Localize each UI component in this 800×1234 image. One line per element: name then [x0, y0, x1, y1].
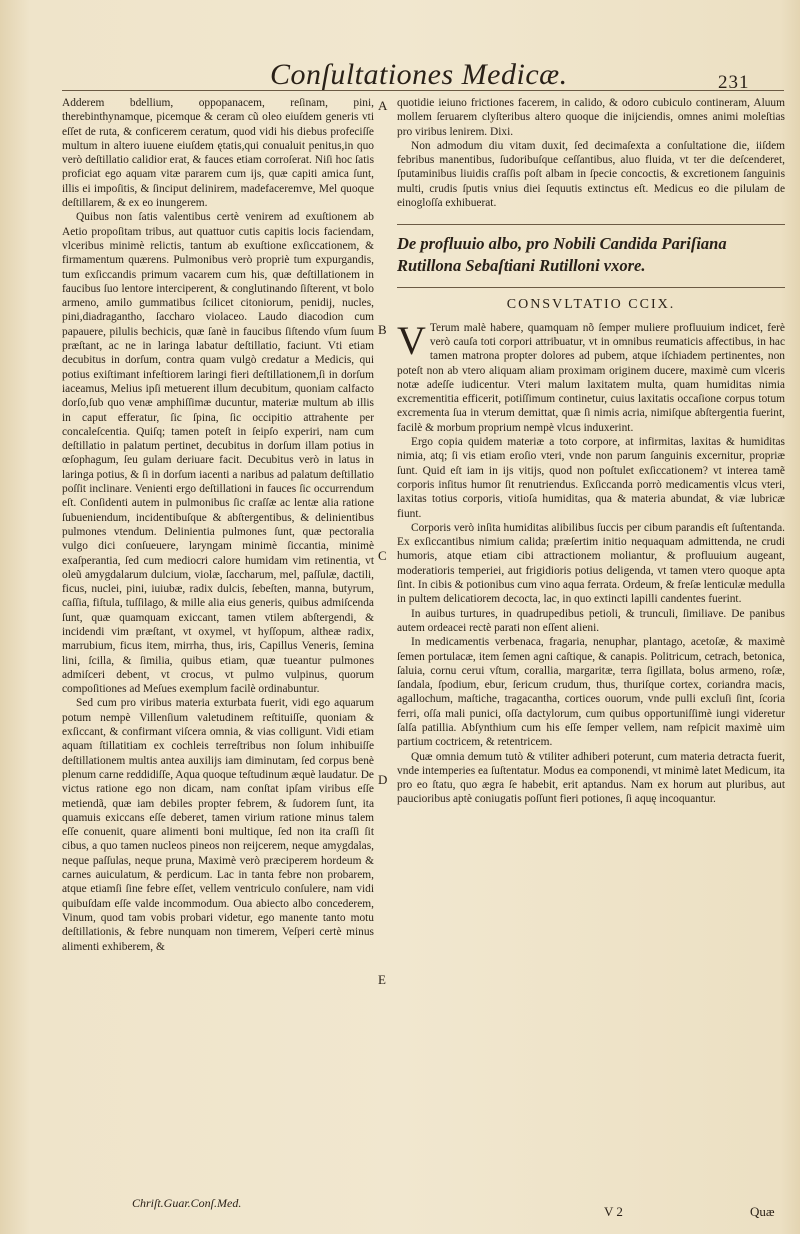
margin-letter-d: D: [378, 772, 388, 787]
margin-letter-e: E: [378, 972, 386, 987]
footer-signature: Chriſt.Guar.Conſ.Med.: [132, 1196, 242, 1210]
signature-mark: V 2: [604, 1204, 623, 1219]
paragraph: Corporis verò inſita humiditas alibilibus ſuccis per cibum parandis eſt ſuſtentanda. Ex exſiccantibus nimium calida; præſertim initio nequaquam admittenda, ne crudi humoris, atque etiam cibi attractionem moliantur, & profluuium augeant, moderatioris temperiei, aut frigidioris potius deligenda, vt tamen vtero quoque apta ſint. In cibis & potionibus cum vino aqua ferrata. Ordeum, & freſæ lenticulæ medulla in pultem delicatiorem decocta, lac, in quo extincti lapilli candentes fuerint.: [397, 521, 785, 606]
left-column: [62, 96, 374, 954]
catchword: Quæ: [750, 1204, 775, 1219]
margin-letter-a: A: [378, 98, 388, 113]
running-title: Conſultationes Medicæ.: [270, 58, 568, 91]
paragraph: Quæ omnia demum tutò & vtiliter adhiberi poterunt, cum materia detracta fuerit, vnde intemperies ea ſuſtentatur. Modus ea componendi, vt minimè latet Medicum, ita pro eo ſtatu, quo ægra ſe habebit, erit aptandus. Nam ex horum aut pluribus, aut paucioribus aptè coniugatis poſſunt fieri potiones, ſi aquę incoquantur.: [397, 750, 785, 806]
paragraph-text: Terum malè habere, quamquam nõ ſemper muliere profluuium indicet, ferè verò cauſa toti corpori attribuatur, vt in omnibus reumaticis affectibus, in hac tamen matrona propter dolores ad pubem, atque iſchiadem pertinentes, non poteſt non ab vtero aliquam aliam proximam originem ducere, maximè cum vlceris notæ adeſſe iudicentur. Vteri malum laxitatem multa, quam humiditas nimia excrementitia efficerit, potiſſimum continetur, cuius laxitatis occaſione corpus totum excrementa ſua in vterum demittat, quæ ſi nimis acria, nimiſque abſtergentia fuerint, facilè & morbum proprium nempè vlcus induxerint.: [397, 321, 785, 434]
paragraph: Adderem bdellium, oppopanacem, reſinam, pini, therebinthynamque, picemque & ceram cũ oleo eiuſdem generis vti eſſet de ruta, & conficerem ceratum, quod vidi his diebus profeciſſe multum in altero iuuene eiuſdem ętatis,qui conualuit penitus,in quo verò deſtillatio calidior erat, & fauces etiam corroſerat. Niſi hoc ſatis proficiat ego aquam vitæ pararem cum ijs, quæ capiti amica ſunt, illis ei impoſitis, & ſinciput delinirem, madefaceremve, Mel quoque deſtillarem, & ex eo inungerem.: [62, 97, 374, 210]
paragraph: quotidie ieiuno frictiones facerem, in calido, & odoro cubiculo contineram, Aluum mollem ſeruarem clyſteribus altero quoque die inijciendis, omnes animi moleſtias pro viribus lenirem. Dixi.: [397, 97, 785, 138]
margin-letter-c: C: [378, 548, 387, 563]
paragraph: Ergo copia quidem materiæ a toto corpore, at infirmitas, laxitas & humiditas nimia, atq; ſi vis etiam eroſio vteri, vnde non parum ſanguinis excernitur, propriæ ſunt. Quid eſt iam in ijs vitijs, quod non poſtulet exſiccationem? vt interea tamẽ corporis inſitus humor ſit renutriendus. Exſiccanda porrò medicamentis vlcus vteri, laxitas totius corporis, vitioſa humiditas, qua & materia abundat, & viæ lubricæ fiunt.: [397, 436, 785, 520]
page-header: [0, 52, 800, 92]
paragraph-with-dropcap: [397, 317, 785, 435]
section-heading: De profluuio albo, pro Nobili Candida Pariſiana Rutillona Sebaſtiani Rutilloni vxore.: [397, 224, 785, 288]
header-rule: [62, 90, 784, 91]
paragraph: Sed cum pro viribus materia exturbata fuerit, vidi ego aquarum potum nempè Villenſium valetudinem reſtituiſſe, quoniam & exſiccant, & confirmant viſcera omnia, & vias colligunt. Vidi etiam aquam ſtillatitiam ex cochleis terreſtribus non ſolum inhibuiſſe deſtillationem multis antea auxilijs iam diminutam, ſed corpus benè plenum carne reddidiſſe, Aqua quoque teſtudinum æquè laudatur. De victus ratione ego non dicam, nam conſtat ipſam viribus eſſe metiendã, quæ iam debiles propter febrem, & ſudorem ſunt, ita quamuis exiccans eſſe deberet, tamen virium ratione minus talem eſſe conuenit, quare alimenti boni multique, ſed non ita craſſi ſit cibus, a quo tamen nucleos pineos non reijcerem, neque amygdalas, neque paſſulas, neque pruna, Maximè verò præciperem hordeum & carnes auiculatum, & perdicum. Lac in tanta febre non probarem, atque etiamſi ſine febre eſſet, vellem ventriculo conſulere, nam vidi quibuſdam eſſe valde incommodum. Oua abiecto albo concederem, Vinum, quod tam vobis probari videtur, ego manente tanto motu deſtillationis, & febre nunquam non timerem, Veſperi certè minus alimenti exhiberem, &: [62, 697, 374, 953]
right-column: [397, 96, 785, 807]
page-number: 231: [718, 72, 750, 93]
paragraph: In medicamentis verbenaca, fragaria, nenuphar, plantago, acetoſæ, & maximè ſemen portulacæ, item ſemen agni caſtique, & canapis. Politricum, cetrach, betonica, ſaluia, cornu cerui vſtum, corallia, margaritæ, terra ſigillata, bolus armeno, roſæ, ſandala, ſpodium, ebur, ſericum crudum, thus, thuriſque cortex, coriandra macis, agallochum, maſtiche, tragacantha, cortices ouorum, vnde pulli excluſi ſint, ſcoria ferri, oſſa mali punici, oſſa dactylorum, cum quibus opportuniſſimè iungi videretur ſalſa patillia. Abſynthium cum his eſſe ſemper vellem, nam reſpicit maximè uim partium coctricem, & retentricem.: [397, 636, 785, 749]
margin-letter-b: B: [378, 322, 387, 337]
page-footer: [0, 1196, 800, 1226]
consultatio-label: CONSVLTATIO CCIX.: [506, 297, 676, 313]
paragraph: Non admodum diu vitam duxit, ſed decimaſexta a conſultatione die, iiſdem febribus manentibus, ſudoribuſque ceſſantibus, aluo fluida, vt ter die deſcenderet, ſputaminibus liuidis craſſis poſt albam in ſpecie concoctis, & excretionem ſanguinis multi, crudis ſputis vnius diei ſequutis extinctus eſt. Medicus eo die pilulam de einogloſſa exhibuerat.: [397, 139, 785, 210]
drop-cap: V: [397, 317, 426, 363]
paragraph: In auibus turtures, in quadrupedibus petioli, & trunculi, ſimiliave. De panibus autem ordeacei rectè parati non eſſent alieni.: [397, 607, 785, 634]
paragraph: Quibus non ſatis valentibus certè venirem ad exuſtionem ab Aetio propoſitam tribus, aut quattuor cutis capitis locis faciendam, vlceribus minimè relictis, tantum ab exuſtione exſiccationem, & firmamentum quærens. Pulmonibus verò propriè tum expurgandis, tum exſiccandis primum vacarem cum his, quæ deſtillationem in faucibus ſuo lentore interciperent, & conglutinando ſiſterent, vt bolo armeno, amilo gummatibus ſcilicet citoniorum, penidij, nucles, pini,diadragantho, ſaccharo violaceo. Laudo diacodion cum papauere, pilulis bechicis, quæ ſanè in faucibus ſiſtendo vſum ſuum præſtant, ac ne in laringa labatur deſtillatio, faciunt. Vti etiam decubitus in dorſum, contra quam vulgò credatur a Medicis, qui potius exiſtimant infeſtiorem laringi fieri deſtillationem,ſi in dorſum iaceamus, Melius ipſi metuerent illum decubitum, quoniam calfacto dorſo,ſub quo venæ amphiſſimæ ducuntur, materiæ multum ab illis in caput efferatur, ſic ſpina, ſic occipitio attrahente per concaleſcentia. Quiſq; tamen poteſt in ſeipſo experiri, nam cum deſtillatio in palatum pertinet, decubitus in dorſum illam potius in œſophagum, ſeu gulam deriuare facit. Decubitus verò in latus in laringa potius, & ſi in dorſum iacenti a naribus ad palatum deſtillatio poſſit inclinare. Venienti ergo deſtillationi in fauces ſic occurrendum eſt. Conſidenti autem in pulmonibus ſic craſſæ ac lentæ alia ratione ſubueniendum, incidentibuſque & abſtergentibus, & delinientibus pulmones vtendum. Delinientia pulmones ſunt, quæ pectoralia vulgo dici conſueuere, laryngam minimè ſiccantia, minimè exaſperantia, ſed cum mediocri calore humidam vim retinentia, vt oleũ amygdalarum dulcium, violæ, ſaccharum, mel, paſſulæ, dactili, ficus, nuclei, pini, iuiubæ, radix dulcis, ſebeſten, manna, butyrum, caſſia, fiſtula, tuſſilago, & mille alia eius generis, quibus admiſcenda ſunt, quæ quamquam exiccant, tamen vtilem abſtergendi, & incidendi vim præſtant, vt oxymel, vt hyſſopum, altheæ radix, marrubium, ficus item, mirrha, thus, iris, Capillus Veneris, ſemina lini, ſcilla, & ſimilia, quibus etiam, quæ tueantur pulmones admiſceri debent, vt crocus, vt pulmo vulpinus, quorum compoſitiones ad Meſues exemplum facilè ordinabuntur.: [62, 211, 374, 696]
